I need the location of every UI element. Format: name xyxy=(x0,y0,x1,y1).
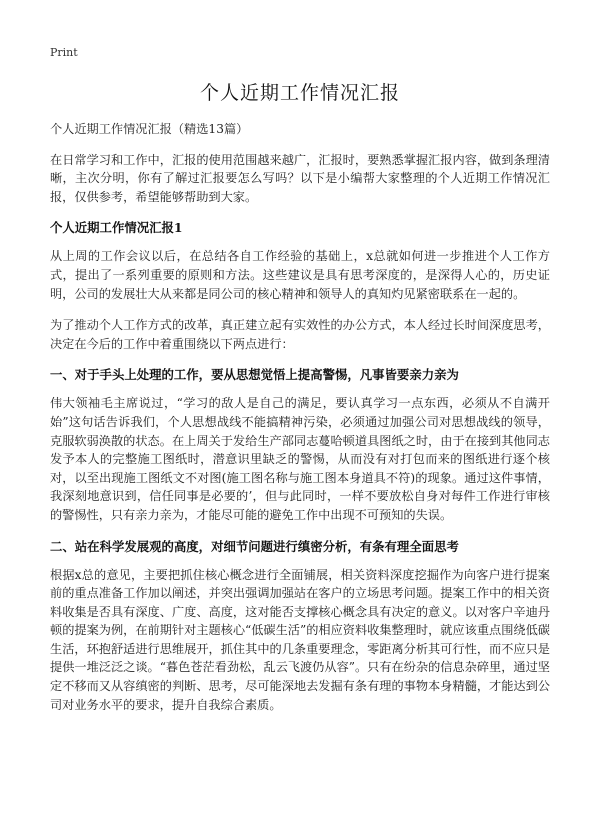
subheading-a: 一、对于手头上处理的工作，要从思想觉悟上提高警惕，凡事皆要亲力亲为 xyxy=(50,367,459,383)
paragraph-4: 根据x总的意见，主要把抓住核心概念进行全面铺展，相关资料深度挖掘作为向客户进行提案前的重点准备工作加以阐述，并突出强调加强站在客户的立场思考问题。提案工作中的相关资料收集是否具有深度、广度、高度，这对能否支撑核心概念具有决定的意义。以对客户辛迪丹顿的提案为例，在前期针对主题核心“低碳生活”的相应资料收集整理时，就应该重点围绕低碳生活，环抱舒适进行思维展开，抓住其中的几条重要理念，零距离分析其可行性，而不应只是提供一堆泛泛之谈。“暮色苍茫看劲松，乱云飞渡仍从容”。只有在纷杂的信息杂碎里，通过坚定不移而又从容缜密的判断、思考，尽可能深地去发掘有条有理的事物本身精髓，才能达到公司对业务水平的要求，提升自我综合素质。 xyxy=(50,567,550,712)
page-title: 个人近期工作情况汇报 xyxy=(199,82,400,104)
article-body xyxy=(50,120,550,727)
section-heading-1: 个人近期工作情况汇报1 xyxy=(50,220,183,236)
paragraph-1: 从上周的工作会议以后，在总结各自工作经验的基础上，x总就如何进一步推进个人工作方式，提出了一系列重要的原则和方法。这些建议是具有思考深度的，是深得人心的，历史证明，公司的发展壮大从来都是同公司的核心精神和领导人的真知灼见紧密联系在一起的。 xyxy=(50,249,550,301)
paragraph-3: 伟大领袖毛主席说过，“学习的敌人是自己的满足，要认真学习一点东西，必须从不自满开始”这句话告诉我们，个人思想战线不能搞精神污染，必须通过加强公司对思想战线的领导，克服软弱涣散的状态。在上周关于发给生产部同志蔓哈顿道具图纸之时，由于在接到其他同志发予本人的完整施工图纸时，潜意识里缺乏的警惕，从而没有对打包而来的图纸进行逐个核对，以至出现施工图纸文不对图(施工图名称与施工图本身道具不符)的现象。通过这件事情，我深刻地意识到，信任同事是必要的’，但与此同时，一样不要放松自身对每件工作进行审核的警惕性，只有亲力亲为，才能尽可能的避免工作中出现不可预知的失误。 xyxy=(50,396,550,522)
intro-paragraph: 在日常学习和工作中，汇报的使用范围越来越广，汇报时，要熟悉掌握汇报内容，做到条理清晰，主次分明，你有了解过汇报要怎么写吗？以下是小编帮大家整理的个人近期工作情况汇报，仅供参考，希望能够帮助到大家。 xyxy=(50,152,550,204)
subheading-b: 二、站在科学发展观的高度，对细节问题进行缜密分析，有条有理全面思考 xyxy=(50,538,459,554)
paragraph-2: 为了推动个人工作方式的改革，真正建立起有实效性的办公方式，本人经过长时间深度思考，决定在今后的工作中着重围绕以下两点进行： xyxy=(50,318,550,351)
print-link[interactable]: Print xyxy=(50,46,78,59)
article-subtitle: 个人近期工作情况汇报（精选13篇） xyxy=(50,122,249,136)
